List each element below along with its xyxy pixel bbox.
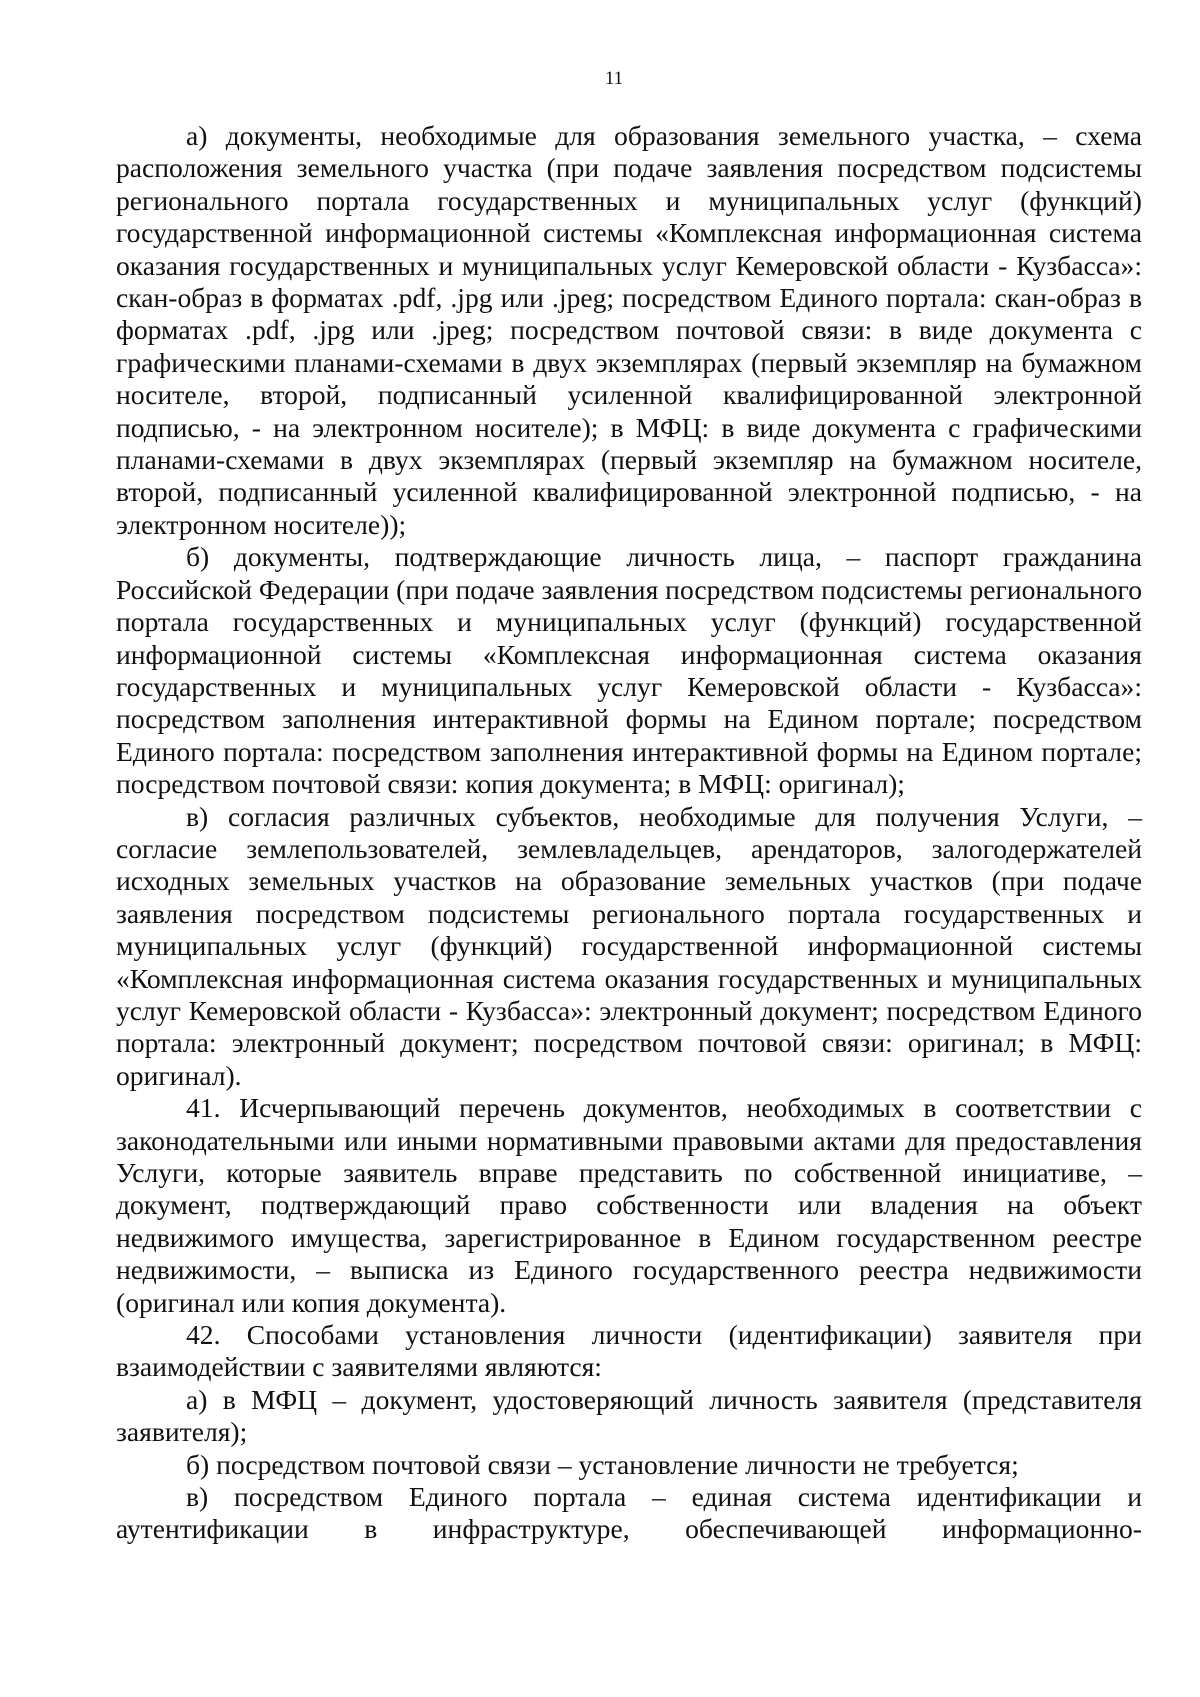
paragraph-42-a: а) в МФЦ – документ, удостоверяющий личность заявителя (представителя заявителя); <box>116 1383 1142 1448</box>
document-body <box>116 120 1142 1546</box>
paragraph-42-v: в) посредством Единого портала – единая система идентификации и аутентификации в инфраструктуре, обеспечивающей информационно- <box>116 1481 1142 1545</box>
paragraph-a-land-documents: а) документы, необходимые для образования земельного участка, – схема расположения земельного участка (при подаче заявления посредством подсистемы регионального портала государственных и муниципальных услуг (функций) государственной информационной системы «Комплексная информационная система оказания государственных и муниципальных услуг Кемеровской области - Кузбасса»: скан-образ в форматах .pdf, .jpg или .jpeg; посредством Единого портала: скан-образ в форматах .pdf, .jpg или .jpeg; посредством почтовой связи: в виде документа с графическими планами-схемами в двух экземплярах (первый экземпляр на бумажном носителе, второй, подписанный усиленной квалифицированной электронной подписью, - на электронном носителе); в МФЦ: в виде документа с графическими планами-схемами в двух экземплярах (первый экземпляр на бумажном носителе, второй, подписанный усиленной квалифицированной электронной подписью, - на электронном носителе)); <box>116 120 1142 540</box>
paragraph-42-b: б) посредством почтовой связи – установление личности не требуется; <box>186 1448 1019 1480</box>
page-number: 11 <box>604 68 624 89</box>
paragraph-v-consents: в) согласия различных субъектов, необходимые для получения Услуги, – согласие землепользователей, землевладельцев, арендаторов, залогодержателей исходных земельных участков на образование земельных участков (при подаче заявления посредством подсистемы регионального портала государственных и муниципальных услуг (функций) государственной информационной системы «Комплексная информационная система оказания государственных и муниципальных услуг Кемеровской области - Кузбасса»: электронный документ; посредством Единого портала: электронный документ; посредством почтовой связи: оригинал; в МФЦ: оригинал). <box>116 800 1142 1091</box>
paragraph-41: 41. Исчерпывающий перечень документов, необходимых в соответствии с законодательными или иными нормативными правовыми актами для предоставления Услуги, которые заявитель вправе представить по собственной инициативе, – документ, подтверждающий право собственности или владения на объект недвижимого имущества, зарегистрированное в Едином государственном реестре недвижимости, – выписка из Единого государственного реестра недвижимости (оригинал или копия документа). <box>116 1092 1142 1318</box>
paragraph-b-identity-documents: б) документы, подтверждающие личность лица, – паспорт гражданина Российской Федерации (при подаче заявления посредством подсистемы регионального портала государственных и муниципальных услуг (функций) государственной информационной системы «Комплексная информационная система оказания государственных и муниципальных услуг Кемеровской области - Кузбасса»: посредством заполнения интерактивной формы на Едином портале; посредством Единого портала: посредством заполнения интерактивной формы на Едином портале; посредством почтовой связи: копия документа; в МФЦ: оригинал); <box>116 541 1142 800</box>
paragraph-42: 42. Способами установления личности (идентификации) заявителя при взаимодействии с заявителями являются: <box>116 1319 1142 1383</box>
